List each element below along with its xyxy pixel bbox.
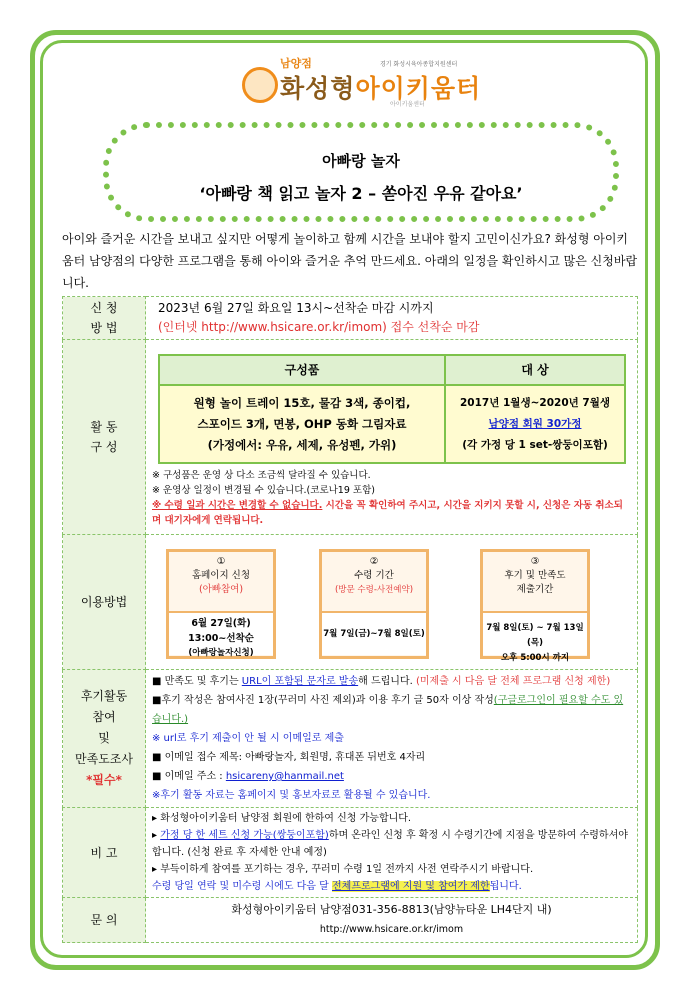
intro-text: 아이와 즐거운 시간을 보내고 싶지만 어떻게 놀이하고 함께 시간을 보내야 할지 고민이신가요? 화성형 아이키움터 남양점의 다양한 프로그램을 통해 아이와 즐거운 추억 만드세요. 아래의 일정을 확인하시고 많은 신청바랍니다.	[62, 232, 638, 290]
contact-value	[146, 898, 638, 943]
review-line4: ■ 이메일 접수 제목: 아빠랑놀자, 회원명, 휴대폰 뒤번호 4자리	[152, 752, 426, 763]
remarks-label: 비 고	[63, 808, 146, 898]
target-line1: 2017년 1월생~2020년 7월생	[459, 396, 611, 409]
review-row	[63, 670, 638, 808]
step-2-number: ②	[369, 556, 379, 567]
review-label	[63, 670, 146, 808]
remarks-line3: ▸ 부득이하게 참여를 포기하는 경우, 꾸러미 수령 1일 전까지 사전 연락주시기 바랍니다.	[152, 864, 534, 875]
contact-row	[63, 898, 638, 943]
step-2	[319, 549, 429, 659]
step-3-title: 후기 및 만족도	[504, 570, 566, 581]
remarks-value	[146, 808, 638, 898]
step-1-title: 홈페이지 신청	[191, 570, 251, 581]
step-1-body2: 13:00~선착순	[188, 633, 254, 644]
step-2-sub: (방문 수령-사전예약)	[334, 585, 414, 595]
target-line2: 남양점 회원 30가정	[488, 417, 582, 430]
apply-line1: 2023년 6월 27일 화요일 13시~선착순 마감 시까지	[158, 301, 434, 315]
title-box	[103, 122, 619, 222]
review-value	[146, 670, 638, 808]
review-line1: ■ 만족도 및 후기는 URL이 포함된 문자로 발송해 드립니다. (미제출 시 다음 달 전체 프로그램 신청 제한)	[152, 676, 611, 687]
review-line6: ※후기 활동 자료는 홈페이지 및 홍보자료로 활용될 수 있습니다.	[152, 790, 431, 801]
target-header: 대 상	[445, 355, 625, 385]
review-label-2: 참여	[92, 710, 116, 724]
activity-note3: ※ 수령 일과 시간은 변경할 수 없습니다. 시간을 꼭 확인하여 주시고, 시간을 지키지 못할 시, 신청은 자동 취소되며 대기자에게 연락됩니다.	[152, 500, 623, 526]
apply-label: 신 청 방 법	[63, 297, 146, 340]
step-1-number: ①	[216, 556, 226, 567]
items-line3: (가정에서: 우유, 세제, 유성펜, 가위)	[207, 437, 397, 452]
activity-row	[63, 340, 638, 535]
review-line2: ■후기 작성은 참여사진 1장(꾸러미 사진 제외)과 이용 후기 글 50자 이상 작성(구글로그인이 필요할 수도 있습니다.)	[152, 695, 624, 725]
items-cell	[159, 385, 445, 463]
step-1	[166, 549, 276, 659]
review-label-1: 후기활동	[80, 689, 128, 703]
target-line3: (각 가정 당 1 set-쌍둥이포함)	[462, 438, 608, 451]
logo-sun-icon	[242, 67, 278, 103]
step-2-body1: 7월 7일(금)~7월 8일(토)	[323, 629, 425, 639]
review-line5: ■ 이메일 주소 : hsicareny@hanmail.net	[152, 771, 344, 782]
target-cell	[445, 385, 625, 463]
review-required: *필수*	[86, 773, 122, 787]
items-header: 구성품	[159, 355, 445, 385]
activity-inner-table	[158, 354, 626, 464]
items-line2: 스포이드 3개, 면봉, OHP 동화 그림자료	[197, 416, 407, 431]
step-1-body1: 6월 27일(화)	[191, 618, 251, 629]
review-label-3: 및	[98, 731, 110, 745]
logo-org: 경기 화성시육아종합지원센터	[380, 61, 458, 68]
activity-note2: ※ 운영상 일정이 변경될 수 있습니다.(코로나19 포함)	[152, 485, 375, 496]
title-line1: 아빠랑 놀자	[322, 152, 400, 170]
contact-line1: 화성형아이키움터 남양점031-356-8813(남양뉴타운 LH4단지 내)	[231, 903, 552, 916]
contact-url[interactable]: http://www.hsicare.or.kr/imom	[319, 924, 464, 935]
apply-line2: (인터넷 http://www.hsicare.or.kr/imom) 접수 선착순 마감	[158, 320, 480, 334]
step-1-body3: (아빠랑놀자신청)	[188, 648, 254, 658]
remarks-line4: 수령 당일 연락 및 미수령 시에도 다음 달 전체프로그램에 지원 및 참여가 제한됩니다.	[152, 881, 522, 892]
step-1-sub: (아빠참여)	[198, 584, 244, 595]
step-3-sub: 제출기간	[516, 584, 554, 595]
contact-label: 문 의	[63, 898, 146, 943]
review-label-4: 만족도조사	[75, 752, 133, 766]
step-3-body2: 오후 5:00시 까지	[500, 653, 570, 663]
step-3	[480, 549, 590, 663]
remarks-row	[63, 808, 638, 898]
items-line1: 원형 놀이 트레이 15호, 물감 3색, 종이컵,	[193, 395, 411, 410]
usage-label: 이용방법	[63, 535, 146, 670]
apply-row	[63, 297, 638, 340]
email-link[interactable]: hsicareny@hanmail.net	[225, 771, 344, 782]
title-line2: ‘아빠랑 책 읽고 놀자 2 – 쏟아진 우유 같아요’	[199, 184, 523, 203]
activity-value	[146, 340, 638, 535]
step-3-number: ③	[530, 556, 540, 567]
apply-value	[146, 297, 638, 340]
logo-sub: 아이키움센터	[390, 101, 425, 108]
activity-label: 활 동 구 성	[63, 340, 146, 535]
info-table	[62, 296, 638, 943]
step-2-title: 수령 기간	[354, 570, 394, 581]
remarks-line2: ▸ 가정 당 한 세트 신청 가능(쌍둥이포함)하며 온라인 신청 후 확정 시 수령기간에 지점을 방문하여 수령하셔야 합니다. (신청 완료 후 자세한 안내 예정)	[152, 830, 628, 858]
activity-note1: ※ 구성품은 운영 상 다소 조금씩 달라질 수 있습니다.	[152, 470, 371, 481]
review-line3: ※ url로 후기 제출이 안 될 시 이메일로 제출	[152, 733, 344, 744]
remarks-line1: ▸ 화성형아이키움터 남양점 회원에 한하여 신청 가능합니다.	[152, 813, 412, 824]
logo-branch: 남양점	[280, 57, 312, 70]
usage-steps	[152, 540, 631, 664]
logo	[240, 55, 500, 111]
step-3-body1: 7월 8일(토) ~ 7월 13일(목)	[486, 623, 584, 648]
usage-value	[146, 535, 638, 670]
usage-row	[63, 535, 638, 670]
logo-name: 화성형아이키움터	[280, 74, 482, 103]
